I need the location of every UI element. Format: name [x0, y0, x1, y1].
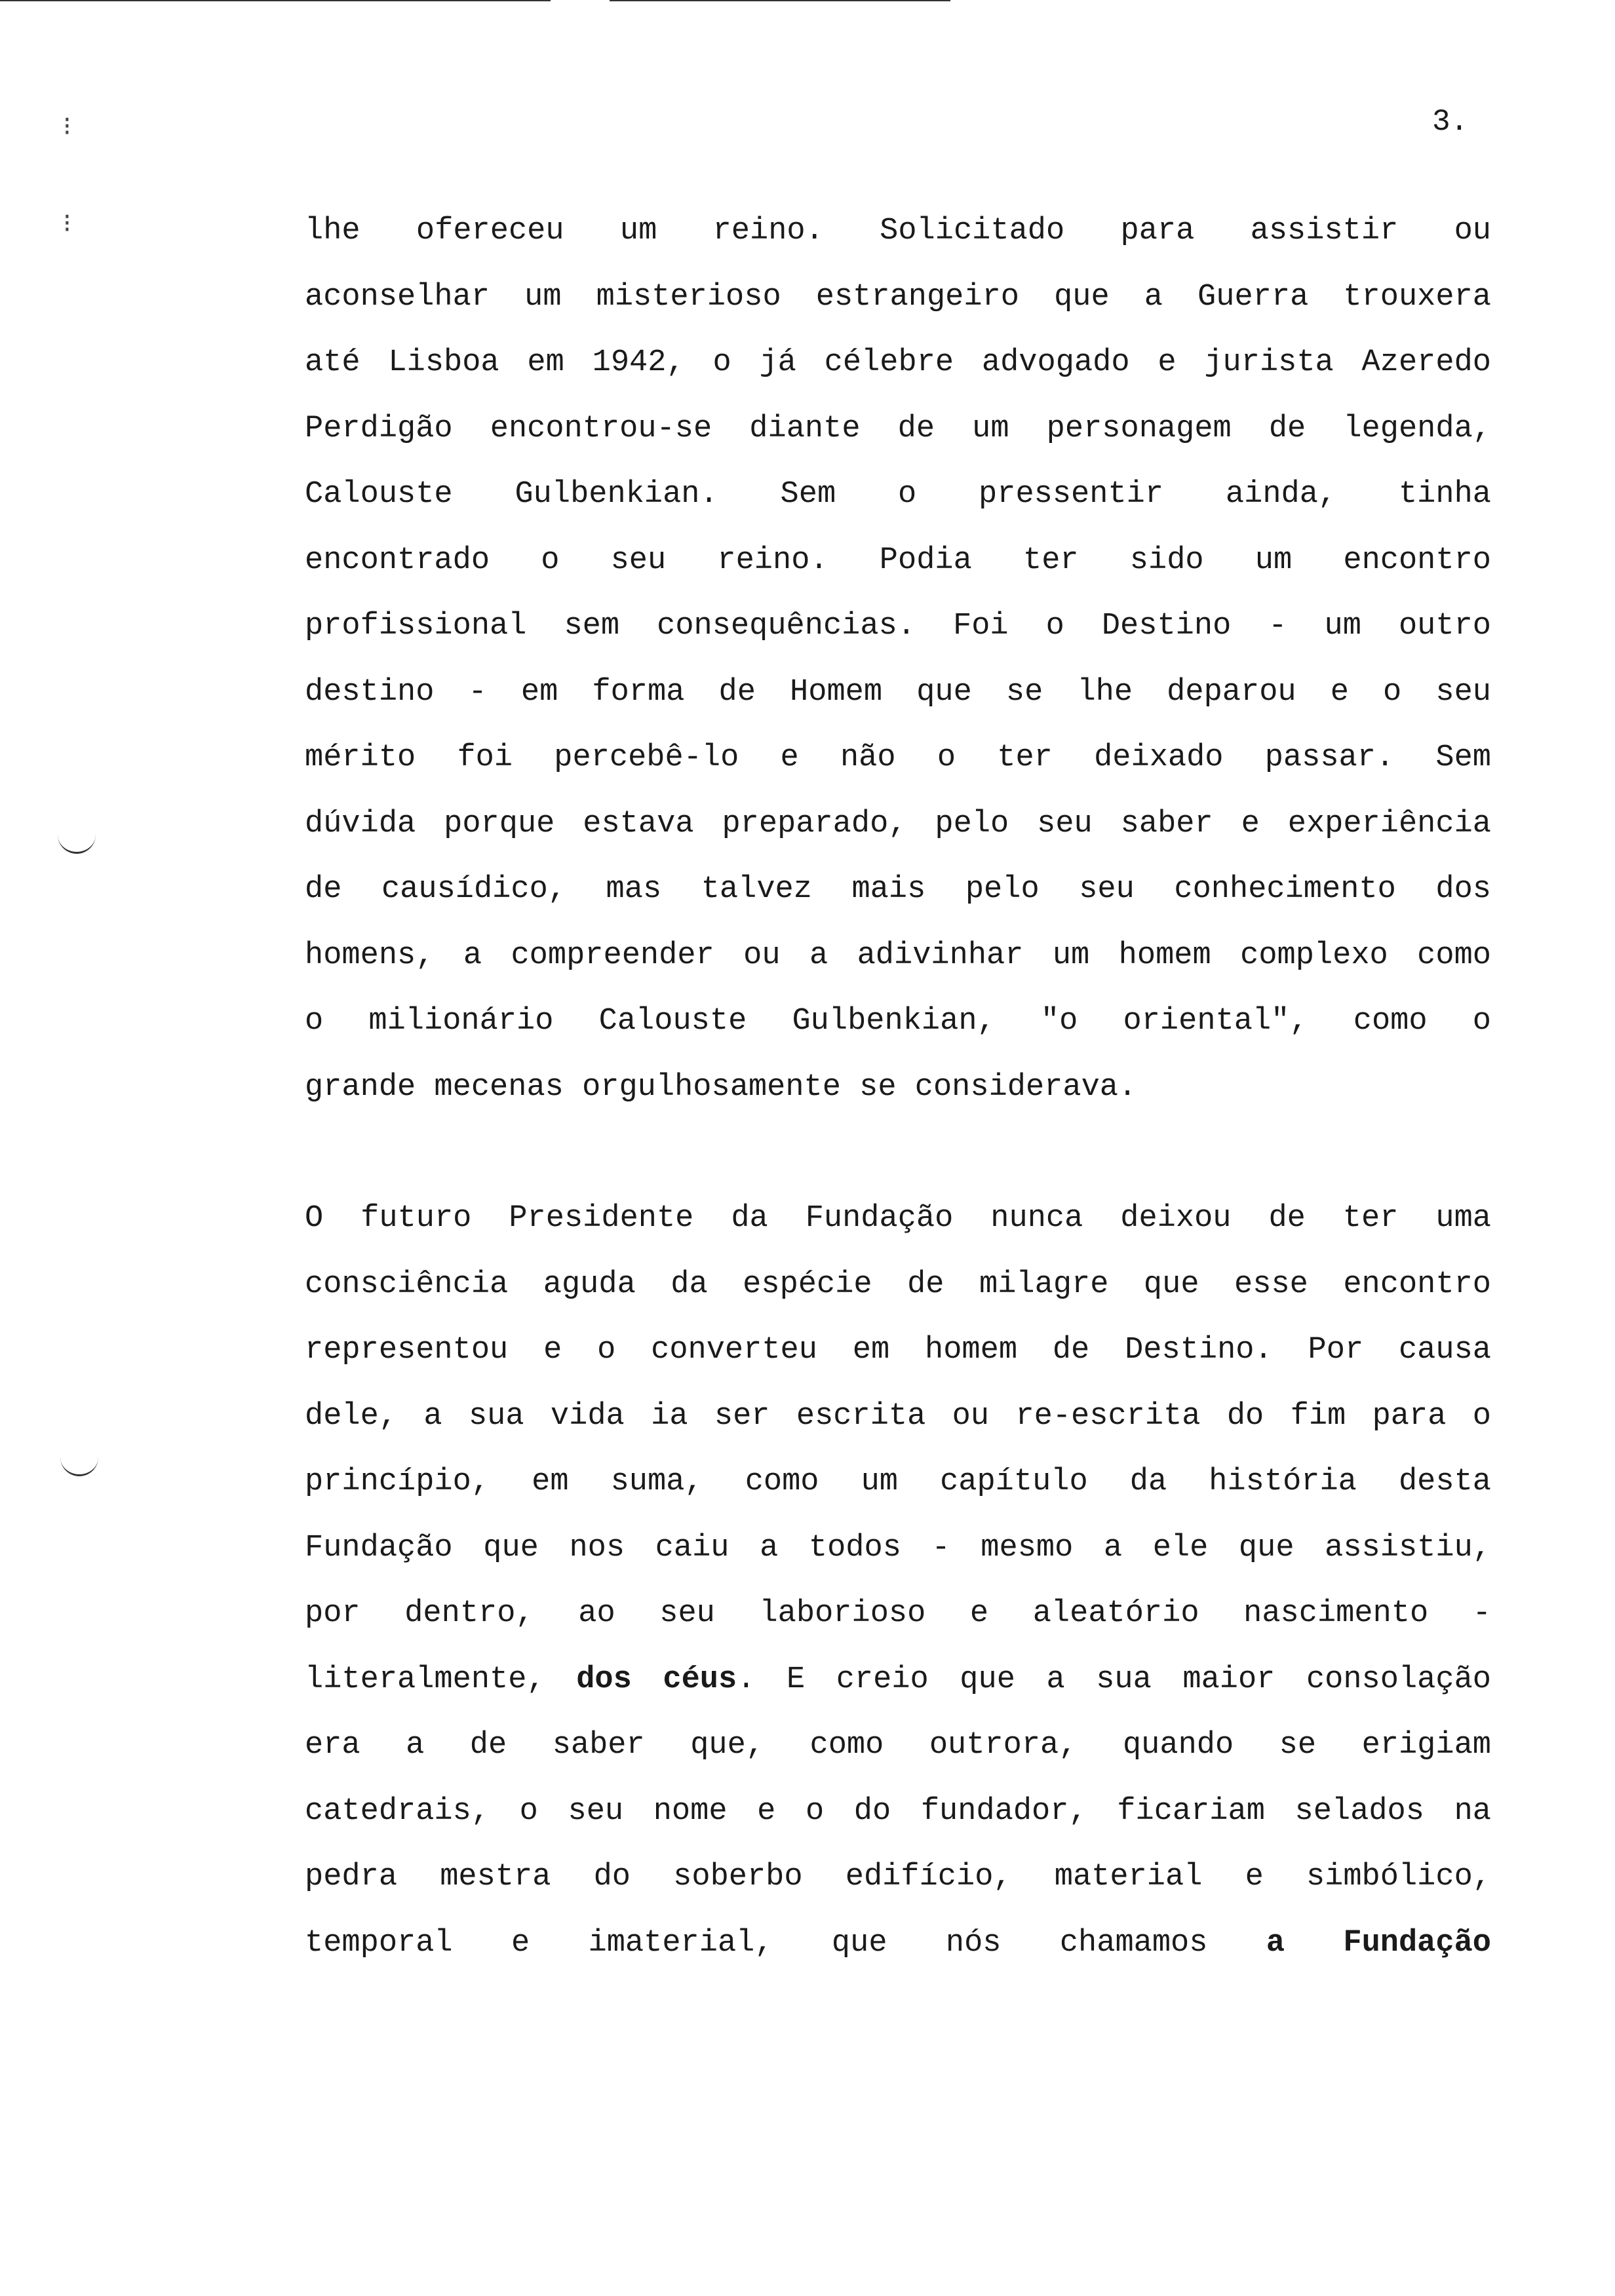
text-line: catedrais, o seu nome e o do fundador, ficariam selados na: [305, 1793, 1491, 1829]
text-line: Perdigão encontrou-se diante de um personagem de legenda,: [305, 411, 1491, 446]
page-number: 3.: [1432, 105, 1469, 139]
text-segment: temporal e imaterial, que nós chamamos: [305, 1925, 1266, 1961]
bold-text: dos céus: [576, 1662, 737, 1697]
text-line: Calouste Gulbenkian. Sem o pressentir ainda, tinha: [305, 477, 1491, 512]
bold-text: a Fundação: [1266, 1925, 1491, 1961]
margin-mark-icon: ⁝: [63, 114, 71, 144]
text-line: consciência aguda da espécie de milagre que esse encontro: [305, 1267, 1491, 1302]
margin-mark-icon: ⁝: [63, 211, 71, 240]
text-line: Fundação que nos caiu a todos - mesmo a ele que assistiu,: [305, 1530, 1491, 1565]
text-line: homens, a compreender ou a adivinhar um homem complexo como: [305, 938, 1491, 973]
text-line: encontrado o seu reino. Podia ter sido um encontro: [305, 543, 1491, 578]
text-line: princípio, em suma, como um capítulo da história desta: [305, 1464, 1491, 1499]
text-line: [305, 1647, 1491, 1713]
margin-hook-icon: [60, 1455, 98, 1476]
text-line: até Lisboa em 1942, o já célebre advogado e jurista Azeredo: [305, 345, 1491, 380]
paragraph-2: [305, 1186, 1491, 1976]
text-line: dúvida porque estava preparado, pelo seu saber e experiência: [305, 806, 1491, 841]
text-line: de causídico, mas talvez mais pelo seu conhecimento dos: [305, 872, 1491, 907]
text-line: O futuro Presidente da Fundação nunca deixou de ter uma: [305, 1201, 1491, 1236]
top-rule-right: [610, 0, 950, 1]
text-line: aconselhar um misterioso estrangeiro que a Guerra trouxera: [305, 279, 1491, 315]
text-line: destino - em forma de Homem que se lhe deparou e o seu: [305, 674, 1491, 710]
text-line: [305, 1911, 1491, 1977]
text-line: profissional sem consequências. Foi o Destino - um outro: [305, 609, 1491, 643]
paragraph-1: [305, 199, 1491, 1120]
text-segment: literalmente,: [305, 1662, 577, 1697]
text-line: grande mecenas orgulhosamente se considerava.: [305, 1069, 1137, 1105]
text-line: era a de saber que, como outrora, quando se erigiam: [305, 1728, 1491, 1763]
text-line: lhe ofereceu um reino. Solicitado para assistir ou: [305, 214, 1491, 248]
text-segment: . E creio que a sua maior consolação: [737, 1662, 1491, 1697]
text-line: dele, a sua vida ia ser escrita ou re-escrita do fim para o: [305, 1398, 1491, 1434]
top-rule-left: [0, 0, 551, 1]
text-line: pedra mestra do soberbo edifício, material e simbólico,: [305, 1860, 1491, 1894]
text-line: por dentro, ao seu laborioso e aleatório nascimento -: [305, 1596, 1491, 1631]
text-line: o milionário Calouste Gulbenkian, "o oriental", como o: [305, 1004, 1491, 1039]
text-line: representou e o converteu em homem de Destino. Por causa: [305, 1333, 1491, 1368]
text-line: mérito foi percebê-lo e não o ter deixado passar. Sem: [305, 740, 1491, 775]
margin-hook-icon: [58, 832, 96, 854]
